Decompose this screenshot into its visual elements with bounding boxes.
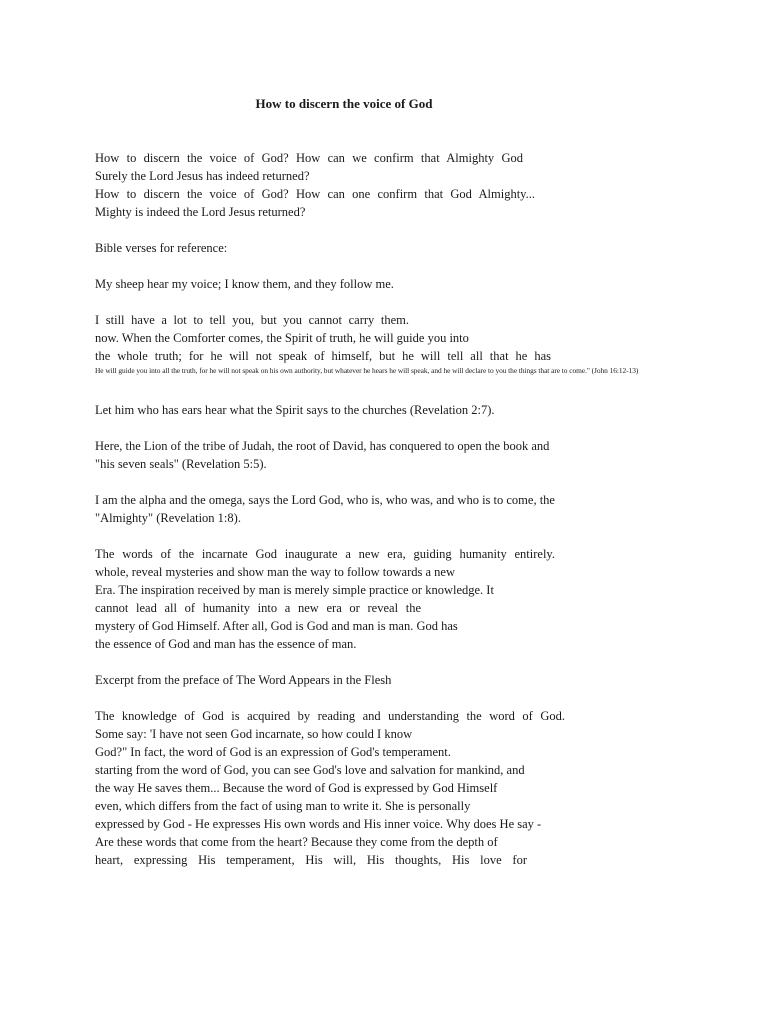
text-line: Mighty is indeed the Lord Jesus returned? [95, 205, 306, 219]
text-line: mystery of God Himself. After all, God is God and man is man. God has [95, 619, 458, 633]
text-line: the way He saves them... Because the word of God is expressed by God Himself [95, 781, 498, 795]
text-line: "Almighty" (Revelation 1:8). [95, 511, 241, 525]
text-line: Bible verses for reference: [95, 241, 228, 255]
text-line: How to discern the voice of God? How can we confirm that Almighty God [95, 151, 523, 165]
text-line: Some say: 'I have not seen God incarnate, so how could I know [95, 727, 413, 741]
text-line: The words of the incarnate God inaugurate a new era, guiding humanity entirely. [95, 547, 555, 561]
text-line: cannot lead all of humanity into a new era or reveal the [95, 601, 421, 615]
text-line: Era. The inspiration received by man is merely simple practice or knowledge. It [95, 583, 494, 597]
text-line: Excerpt from the preface of The Word Appears in the Flesh [95, 673, 392, 687]
text-line: God?" In fact, the word of God is an expression of God's temperament. [95, 745, 451, 759]
text-line: Are these words that come from the heart? Because they come from the depth of [95, 835, 498, 849]
small-print-line: He will guide you into all the truth, for he will not speak on his own authority, but whatever he hears he will speak, and he will declare to you the things that are to come." (John 16:12-13) [95, 366, 639, 375]
text-line: heart, expressing His temperament, His will, His thoughts, His love for [95, 853, 527, 867]
text-line: The knowledge of God is acquired by reading and understanding the word of God. [95, 709, 565, 723]
text-line: expressed by God - He expresses His own words and His inner voice. Why does He say - [95, 817, 542, 831]
text-line: Surely the Lord Jesus has indeed returned? [95, 169, 310, 183]
text-line: I still have a lot to tell you, but you cannot carry them. [95, 313, 409, 327]
text-line: the essence of God and man has the essence of man. [95, 637, 357, 651]
text-line: even, which differs from the fact of using man to write it. She is personally [95, 799, 471, 813]
text-line: I am the alpha and the omega, says the Lord God, who is, who was, and who is to come, the [95, 493, 555, 507]
text-line: the whole truth; for he will not speak of himself, but he will tell all that he has [95, 349, 551, 363]
text-line: My sheep hear my voice; I know them, and they follow me. [95, 277, 394, 291]
text-line: starting from the word of God, you can see God's love and salvation for mankind, and [95, 763, 525, 777]
text-line: now. When the Comforter comes, the Spirit of truth, he will guide you into [95, 331, 469, 345]
text-line: "his seven seals" (Revelation 5:5). [95, 457, 267, 471]
text-line: How to discern the voice of God? How can one confirm that God Almighty... [95, 187, 535, 201]
text-line: Let him who has ears hear what the Spirit says to the churches (Revelation 2:7). [95, 403, 495, 417]
text-line: Here, the Lion of the tribe of Judah, the root of David, has conquered to open the book and [95, 439, 550, 453]
text-line: whole, reveal mysteries and show man the way to follow towards a new [95, 565, 455, 579]
document-title: How to discern the voice of God [255, 96, 433, 111]
